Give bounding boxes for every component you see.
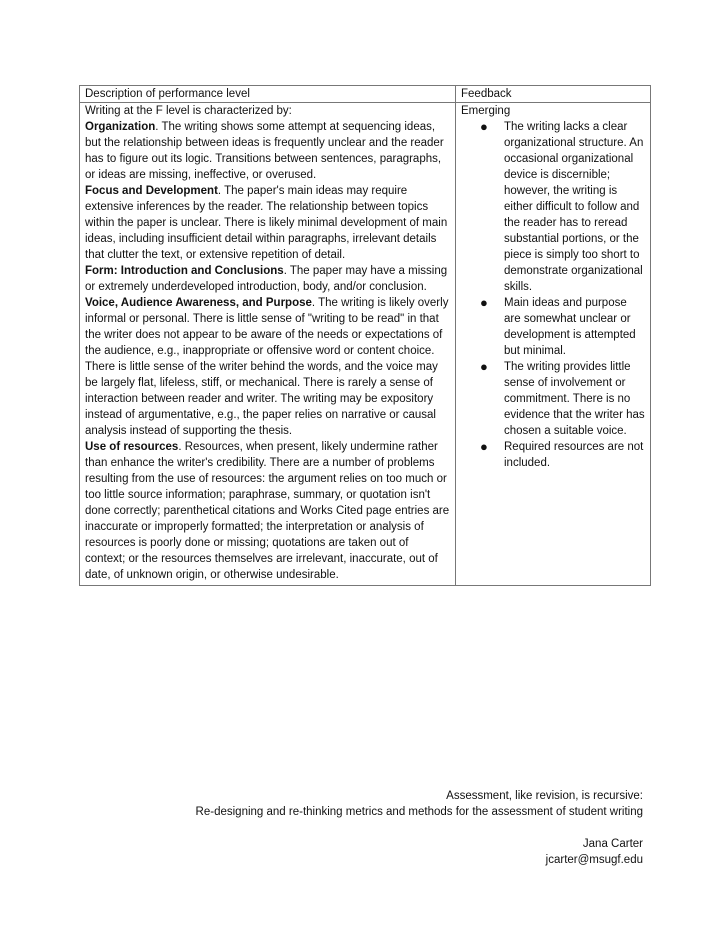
section-text: . The writing is likely overly informal or personal. There is little sense of "writing to be read" in that the writer does not appear to be aware of the needs or expectations of the audience, e.g., inappropriate or offensive word or content choice. There is little sense of the writer behind the words, and the voice may be largely flat, lifeless, stiff, or mechanical. There is rarely a sense of interaction between reader and writer. The writing may be expository instead of argumentative, e.g., the paper relies on narrative or causal analysis instead of supporting the thesis. <box>85 297 449 437</box>
footer-title-line1: Assessment, like revision, is recursive: <box>446 790 643 802</box>
page-footer <box>196 788 643 868</box>
feedback-level: Emerging <box>461 105 511 117</box>
header-row <box>80 86 651 103</box>
footer-title-line2: Re-designing and re-thinking metrics and methods for the assessment of student writing <box>195 806 643 818</box>
bullet-icon: ● <box>480 295 488 310</box>
content-row <box>80 103 651 586</box>
section-text: . The paper may have a missing or extremely underdeveloped introduction, body, and/or conclusion. <box>85 265 448 293</box>
description-header: Description of performance level <box>80 86 456 103</box>
feedback-item-text: The writing provides little sense of involvement or commitment. There is no evidence that the writer has chosen a suitable voice. <box>504 361 645 437</box>
description-intro: Writing at the F level is characterized by: <box>85 105 292 117</box>
section-label: Form: Introduction and Conclusions <box>85 265 284 277</box>
feedback-list <box>461 119 645 471</box>
section-voice <box>85 295 450 439</box>
feedback-item <box>461 359 645 439</box>
section-text: . The writing shows some attempt at sequencing ideas, but the relationship between ideas is frequently unclear and the reader has to figure out its logic. Transitions between sentences, paragraphs, or ideas are missing, ineffective, or overused. <box>85 121 444 181</box>
section-text: . Resources, when present, likely undermine rather than enhance the writer's credibility. There are a number of problems resulting from the use of resources: the argument relies on too much or too little source information; paraphrase, summary, or quotation isn't done correctly; parenthetical citations and Works Cited page entries are inaccurate or improperly formatted; the interpretation or analysis of resources is poorly done or missing; quotations are taken out of context; or the resources themselves are irrelevant, inaccurate, out of date, of unknown origin, or otherwise undesirable. <box>85 441 450 581</box>
feedback-cell <box>456 103 651 586</box>
section-form <box>85 263 450 295</box>
rubric-table <box>79 85 651 586</box>
section-label: Voice, Audience Awareness, and Purpose <box>85 297 312 309</box>
footer-author: Jana Carter <box>582 838 643 850</box>
section-resources <box>85 439 450 583</box>
footer-spacer <box>196 820 643 836</box>
section-focus-development <box>85 183 450 263</box>
feedback-item-text: The writing lacks a clear organizational structure. An occasional organizational device is discernible; however, the writing is either difficult to follow and the reader has to reread substantial portions, or the piece is simply too short to demonstrate organizational skills. <box>504 121 644 293</box>
section-label: Organization <box>85 121 156 133</box>
section-organization <box>85 119 450 183</box>
section-label: Focus and Development <box>85 185 218 197</box>
feedback-item-text: Main ideas and purpose are somewhat unclear or development is attempted but minimal. <box>504 297 636 357</box>
feedback-item <box>461 119 645 295</box>
feedback-item-text: Required resources are not included. <box>504 441 644 469</box>
bullet-icon: ● <box>480 439 488 454</box>
section-label: Use of resources <box>85 441 179 453</box>
feedback-item <box>461 439 645 471</box>
feedback-item <box>461 295 645 359</box>
section-text: . The paper's main ideas may require extensive inferences by the reader. The relationship between topics within the paper is unclear. There is likely minimal development of main ideas, including insufficient detail within paragraphs, irrelevant details that clutter the text, or extensive repetition of detail. <box>85 185 448 261</box>
feedback-header: Feedback <box>456 86 651 103</box>
bullet-icon: ● <box>480 119 488 134</box>
bullet-icon: ● <box>480 359 488 374</box>
description-cell <box>80 103 456 586</box>
footer-email: jcarter@msugf.edu <box>545 854 643 866</box>
